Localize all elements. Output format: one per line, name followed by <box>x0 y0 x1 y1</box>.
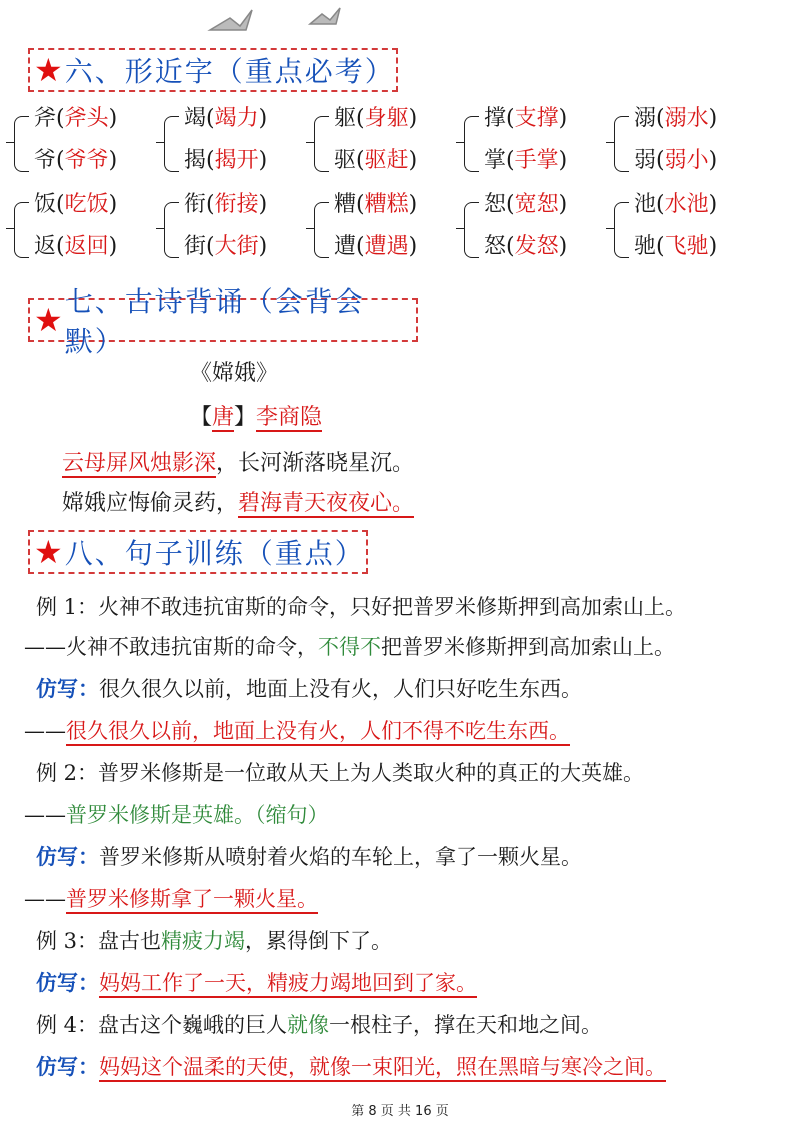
char-group <box>312 102 462 188</box>
brace-icon <box>464 202 479 258</box>
text: 例 1：火神不敢违抗宙斯的命令，只好把普罗米修斯押到高加索山上。 <box>36 595 687 619</box>
char-group <box>612 102 762 188</box>
char-word: 大街 <box>214 234 259 259</box>
imitation-prompt <box>36 968 477 998</box>
char-group <box>312 188 462 274</box>
imitation-prompt <box>36 674 582 704</box>
brace-icon <box>164 202 179 258</box>
bracket: 【 <box>190 405 213 430</box>
example-answer <box>24 632 675 662</box>
highlight: 不得不 <box>318 635 381 659</box>
char: 怒 <box>484 234 507 259</box>
answer-text: 很久很久以前，地面上没有火，人们不得不吃生东西。 <box>66 719 570 746</box>
char-group <box>462 188 612 274</box>
page-footer: 第 8 页 共 16 页 <box>351 1104 449 1119</box>
char-pair: 溺(溺水) <box>634 106 718 131</box>
char-pair: 衔(衔接) <box>184 192 268 217</box>
char: 遭 <box>334 234 357 259</box>
char-group <box>462 102 612 188</box>
char: 躯 <box>334 106 357 131</box>
section-heading-similar-chars <box>28 48 398 92</box>
char-pair: 池(水池) <box>634 192 718 217</box>
brace-icon <box>164 116 179 172</box>
char: 街 <box>184 234 207 259</box>
char: 爷 <box>34 148 57 173</box>
char-word: 返回 <box>64 234 109 259</box>
answer-text: 妈妈这个温柔的天使，就像一束阳光，照在黑暗与寒冷之间。 <box>99 1055 666 1082</box>
answer-text: 妈妈工作了一天，精疲力竭地回到了家。 <box>99 971 477 998</box>
char-group <box>12 188 162 274</box>
char: 斧 <box>34 106 57 131</box>
char: 撑 <box>484 106 507 131</box>
poem-text: 嫦娥应悔偷灵药， <box>62 491 239 516</box>
star-icon: ★ <box>34 533 63 571</box>
brace-icon <box>314 202 329 258</box>
text: 一根柱子，撑在天和地之间。 <box>329 1013 603 1037</box>
char-group <box>12 102 162 188</box>
char-pair: 怒(发怒) <box>484 234 568 259</box>
text: 例 3：盘古也 <box>36 929 162 953</box>
poem-key-phrase: 云母屏风烛影深 <box>62 451 217 476</box>
example-sentence <box>36 1010 602 1040</box>
section-title: 六、形近字（重点必考） <box>64 55 395 88</box>
char-pair: 斧(斧头) <box>34 106 118 131</box>
poem-line <box>62 486 414 517</box>
dash: —— <box>24 887 66 911</box>
char-pair: 掌(手掌) <box>484 148 568 173</box>
char: 竭 <box>184 106 207 131</box>
char-pair: 竭(竭力) <box>184 106 268 131</box>
imitation-answer <box>24 716 570 746</box>
brace-icon <box>464 116 479 172</box>
char: 池 <box>634 192 657 217</box>
text: ，累得倒下了。 <box>245 929 393 953</box>
char-word: 身躯 <box>364 106 409 131</box>
imitation-prompt <box>36 1052 666 1082</box>
poem-line <box>62 446 414 477</box>
char-pair: 遭(遭遇) <box>334 234 418 259</box>
char: 饭 <box>34 192 57 217</box>
example-answer <box>24 800 329 830</box>
char-pair: 返(返回) <box>34 234 118 259</box>
char-word: 糟糕 <box>364 192 409 217</box>
char-word: 吃饭 <box>64 192 109 217</box>
section-title: 八、句子训练（重点） <box>64 537 365 570</box>
char-pair: 驱(驱赶) <box>334 148 418 173</box>
poem-author: 李商隐 <box>256 405 323 430</box>
char-pair: 爷(爷爷) <box>34 148 118 173</box>
char: 弱 <box>634 148 657 173</box>
text: 例 2：普罗米修斯是一位敢从天上为人类取火种的真正的大英雄。 <box>36 761 645 785</box>
bracket: 】 <box>234 405 257 430</box>
poem-dynasty: 唐 <box>212 405 235 430</box>
char-pair: 揭(揭开) <box>184 148 268 173</box>
char-pair: 躯(身躯) <box>334 106 418 131</box>
char-word: 宽恕 <box>514 192 559 217</box>
label: 仿写： <box>36 1054 99 1079</box>
imitation-prompt <box>36 842 582 872</box>
char-pair: 撑(支撑) <box>484 106 568 131</box>
text: 把普罗米修斯押到高加索山上。 <box>381 635 675 659</box>
char: 返 <box>34 234 57 259</box>
dash: —— <box>24 803 66 827</box>
char-group <box>162 102 312 188</box>
char-pair: 饭(吃饭) <box>34 192 118 217</box>
text: ——火神不敢违抗宙斯的命令， <box>24 635 318 659</box>
label: 仿写： <box>36 844 99 869</box>
char-pair: 恕(宽恕) <box>484 192 568 217</box>
char: 糟 <box>334 192 357 217</box>
char-word: 爷爷 <box>64 148 109 173</box>
char-word: 衔接 <box>214 192 259 217</box>
text: 普罗米修斯从喷射着火焰的车轮上，拿了一颗火星。 <box>99 845 582 869</box>
char-word: 发怒 <box>514 234 559 259</box>
section-heading-poem <box>28 285 418 358</box>
brace-icon <box>614 202 629 258</box>
poem-title: 《嫦娥》 <box>190 361 279 386</box>
char-row <box>12 188 792 274</box>
poem-author-line <box>190 400 322 431</box>
char-pair: 糟(糟糕) <box>334 192 418 217</box>
decorative-birds <box>190 0 370 44</box>
char: 揭 <box>184 148 207 173</box>
char-group <box>612 188 762 274</box>
char-word: 斧头 <box>64 106 109 131</box>
char-word: 手掌 <box>514 148 559 173</box>
char: 驰 <box>634 234 657 259</box>
poem-key-phrase: 碧海青天夜夜心。 <box>238 491 415 516</box>
similar-chars-grid <box>12 102 792 274</box>
star-icon: ★ <box>34 51 63 89</box>
poem-text: ，长河渐落晓星沉。 <box>216 451 415 476</box>
example-sentence <box>36 592 686 622</box>
brace-icon <box>14 116 29 172</box>
example-sentence <box>36 758 644 788</box>
char-pair: 驰(飞驰) <box>634 234 718 259</box>
text: 很久很久以前，地面上没有火，人们只好吃生东西。 <box>99 677 582 701</box>
char-word: 驱赶 <box>364 148 409 173</box>
char-word: 竭力 <box>214 106 259 131</box>
char: 溺 <box>634 106 657 131</box>
brace-icon <box>614 116 629 172</box>
section-heading-sentences <box>28 530 368 574</box>
char: 掌 <box>484 148 507 173</box>
highlight: 精疲力竭 <box>161 929 246 953</box>
text: 例 4：盘古这个巍峨的巨人 <box>36 1013 288 1037</box>
char-row <box>12 102 792 188</box>
char: 驱 <box>334 148 357 173</box>
brace-icon <box>14 202 29 258</box>
char-word: 揭开 <box>214 148 259 173</box>
char-word: 水池 <box>664 192 709 217</box>
char: 恕 <box>484 192 507 217</box>
char-word: 弱小 <box>664 148 709 173</box>
highlight: 就像 <box>287 1013 330 1037</box>
dash: —— <box>24 719 66 743</box>
char-pair: 弱(弱小) <box>634 148 718 173</box>
char: 衔 <box>184 192 207 217</box>
highlight: 普罗米修斯是英雄。（缩句） <box>66 803 329 827</box>
imitation-answer <box>24 884 318 914</box>
char-pair: 街(大街) <box>184 234 268 259</box>
brace-icon <box>314 116 329 172</box>
char-group <box>162 188 312 274</box>
answer-text: 普罗米修斯拿了一颗火星。 <box>66 887 318 914</box>
star-icon: ★ <box>34 301 63 339</box>
label: 仿写： <box>36 970 99 995</box>
example-sentence <box>36 926 392 956</box>
section-title: 七、古诗背诵（会背会默） <box>64 285 365 358</box>
char-word: 支撑 <box>514 106 559 131</box>
label: 仿写： <box>36 676 99 701</box>
char-word: 飞驰 <box>664 234 709 259</box>
char-word: 遭遇 <box>364 234 409 259</box>
char-word: 溺水 <box>664 106 709 131</box>
